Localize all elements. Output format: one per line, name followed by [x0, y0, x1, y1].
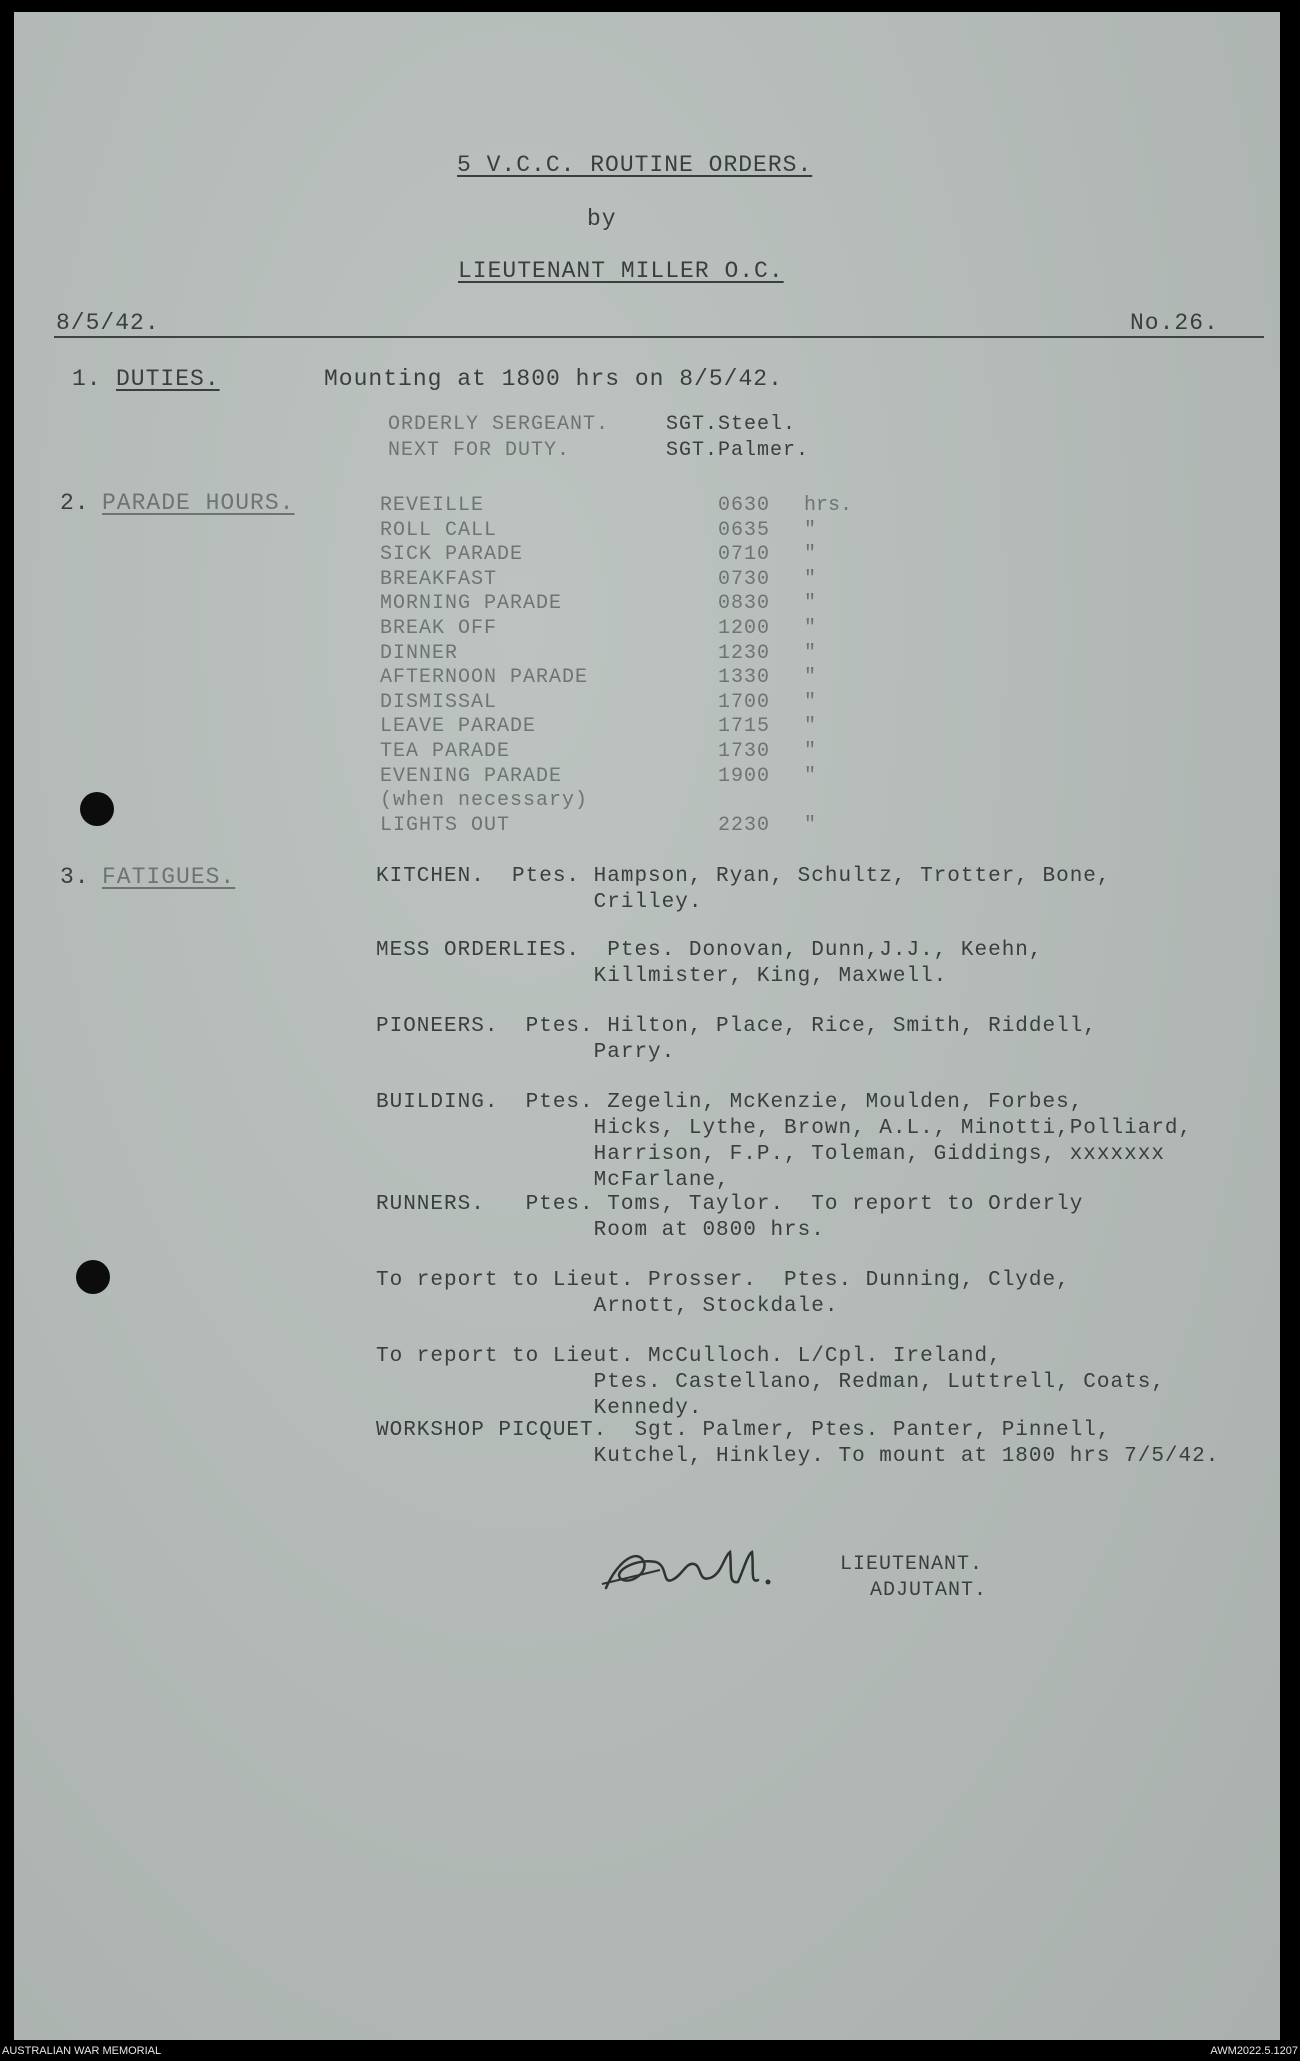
duties-number: 1.: [72, 366, 102, 392]
parade-row-unit: ": [804, 641, 817, 665]
parade-row-unit: ": [804, 813, 817, 837]
parade-number: 2.: [60, 490, 90, 516]
signature-mark: [598, 1540, 798, 1600]
footer-archive-name: AUSTRALIAN WAR MEMORIAL: [2, 2045, 162, 2057]
parade-row-time: 2230: [718, 813, 771, 837]
parade-row-name: TEA PARADE: [380, 740, 511, 763]
parade-row-name: LIGHTS OUT: [380, 813, 511, 837]
fatigue-line: BUILDING. Ptes. Zegelin, McKenzie, Moulden, Forbes,: [376, 1091, 1084, 1114]
signature-rank: LIEUTENANT.: [840, 1553, 984, 1576]
fatigue-line: WORKSHOP PICQUET. Sgt. Palmer, Ptes. Panter, Pinnell,: [376, 1419, 1111, 1442]
fatigue-line: Room at 0800 hrs.: [376, 1219, 825, 1242]
orderly-sergeant-label: ORDERLY SERGEANT.: [388, 413, 610, 436]
parade-row-name: ROLL CALL: [380, 518, 498, 542]
parade-row-unit: ": [804, 567, 817, 591]
parade-row-unit: ": [804, 715, 817, 739]
parade-heading: PARADE HOURS.: [102, 490, 295, 516]
parade-row-name: AFTERNOON PARADE: [380, 666, 589, 690]
parade-row-name: EVENING PARADE: [380, 764, 563, 788]
parade-row-unit: ": [804, 764, 817, 788]
footer-accession-number: AWM2022.5.1207: [1210, 2045, 1298, 2057]
fatigue-line: Kutchel, Hinkley. To mount at 1800 hrs 7/5/42.: [376, 1445, 1220, 1468]
header-rule: [54, 336, 1264, 338]
parade-row-time: 0635: [718, 518, 771, 542]
punch-hole: [80, 792, 114, 826]
parade-row-name: REVEILLE: [380, 494, 485, 517]
parade-row-unit: ": [804, 543, 817, 567]
fatigue-line: McFarlane,: [376, 1169, 730, 1192]
punch-hole: [76, 1260, 110, 1294]
document-sheet: [14, 12, 1280, 2040]
parade-row-time: 1230: [718, 641, 771, 665]
orderly-sergeant-value: SGT.Steel.: [666, 413, 797, 436]
duties-mounting: Mounting at 1800 hrs on 8/5/42.: [324, 366, 783, 392]
next-for-duty-label: NEXT FOR DUTY.: [388, 439, 571, 462]
fatigue-line: KITCHEN. Ptes. Hampson, Ryan, Schultz, Trotter, Bone,: [376, 865, 1111, 888]
fatigues-heading: FATIGUES.: [102, 864, 236, 890]
fatigue-line: Arnott, Stockdale.: [376, 1295, 839, 1318]
officer-line: LIEUTENANT MILLER O.C.: [458, 258, 784, 284]
fatigue-line: MESS ORDERLIES. Ptes. Donovan, Dunn,J.J., Keehn,: [376, 939, 1043, 962]
parade-row-name: (when necessary): [380, 789, 589, 813]
parade-row-time: 1715: [718, 715, 771, 739]
fatigue-line: Hicks, Lythe, Brown, A.L., Minotti,Polliard,: [376, 1117, 1193, 1140]
fatigue-line: Ptes. Castellano, Redman, Luttrell, Coats,: [376, 1371, 1165, 1394]
fatigue-line: To report to Lieut. Prosser. Ptes. Dunning, Clyde,: [376, 1269, 1070, 1292]
fatigue-line: Kennedy.: [376, 1397, 703, 1420]
parade-row-name: MORNING PARADE: [380, 592, 563, 616]
parade-row-time: 1730: [718, 740, 771, 763]
parade-row-time: 0830: [718, 592, 771, 616]
signature-role: ADJUTANT.: [870, 1579, 988, 1602]
parade-row-unit: ": [804, 592, 817, 616]
parade-row-unit: ": [804, 740, 817, 763]
order-date: 8/5/42.: [56, 310, 160, 336]
parade-row-unit: ": [804, 518, 817, 542]
parade-row-time: 1700: [718, 690, 771, 714]
parade-row-time: 0630: [718, 494, 771, 517]
parade-row-name: BREAKFAST: [380, 567, 498, 591]
fatigues-number: 3.: [60, 864, 90, 890]
duties-heading: DUTIES.: [116, 366, 220, 392]
document-title: 5 V.C.C. ROUTINE ORDERS.: [457, 152, 813, 178]
parade-row-unit: ": [804, 617, 817, 640]
parade-row-name: BREAK OFF: [380, 617, 498, 640]
fatigue-line: Crilley.: [376, 891, 703, 914]
parade-row-name: DISMISSAL: [380, 690, 498, 714]
parade-row-name: LEAVE PARADE: [380, 715, 537, 739]
fatigue-line: RUNNERS. Ptes. Toms, Taylor. To report to Orderly: [376, 1193, 1084, 1216]
parade-row-name: DINNER: [380, 641, 459, 665]
parade-row-unit: ": [804, 690, 817, 714]
parade-row-name: SICK PARADE: [380, 543, 524, 567]
fatigue-line: Harrison, F.P., Toleman, Giddings, xxxxxxx: [376, 1143, 1165, 1166]
parade-row-time: 0730: [718, 567, 771, 591]
order-number: No.26.: [1130, 310, 1219, 336]
parade-row-time: 1330: [718, 666, 771, 690]
parade-row-unit: hrs.: [804, 494, 853, 517]
parade-row-time: 1200: [718, 617, 771, 640]
parade-row-unit: ": [804, 666, 817, 690]
fatigue-line: To report to Lieut. McCulloch. L/Cpl. Ireland,: [376, 1345, 1002, 1368]
fatigue-line: Killmister, King, Maxwell.: [376, 965, 948, 988]
parade-row-time: 0710: [718, 543, 771, 567]
by-line: by: [587, 206, 617, 232]
next-for-duty-value: SGT.Palmer.: [666, 439, 810, 462]
fatigue-line: Parry.: [376, 1041, 676, 1064]
fatigue-line: PIONEERS. Ptes. Hilton, Place, Rice, Smith, Riddell,: [376, 1015, 1097, 1038]
parade-row-time: 1900: [718, 764, 771, 788]
